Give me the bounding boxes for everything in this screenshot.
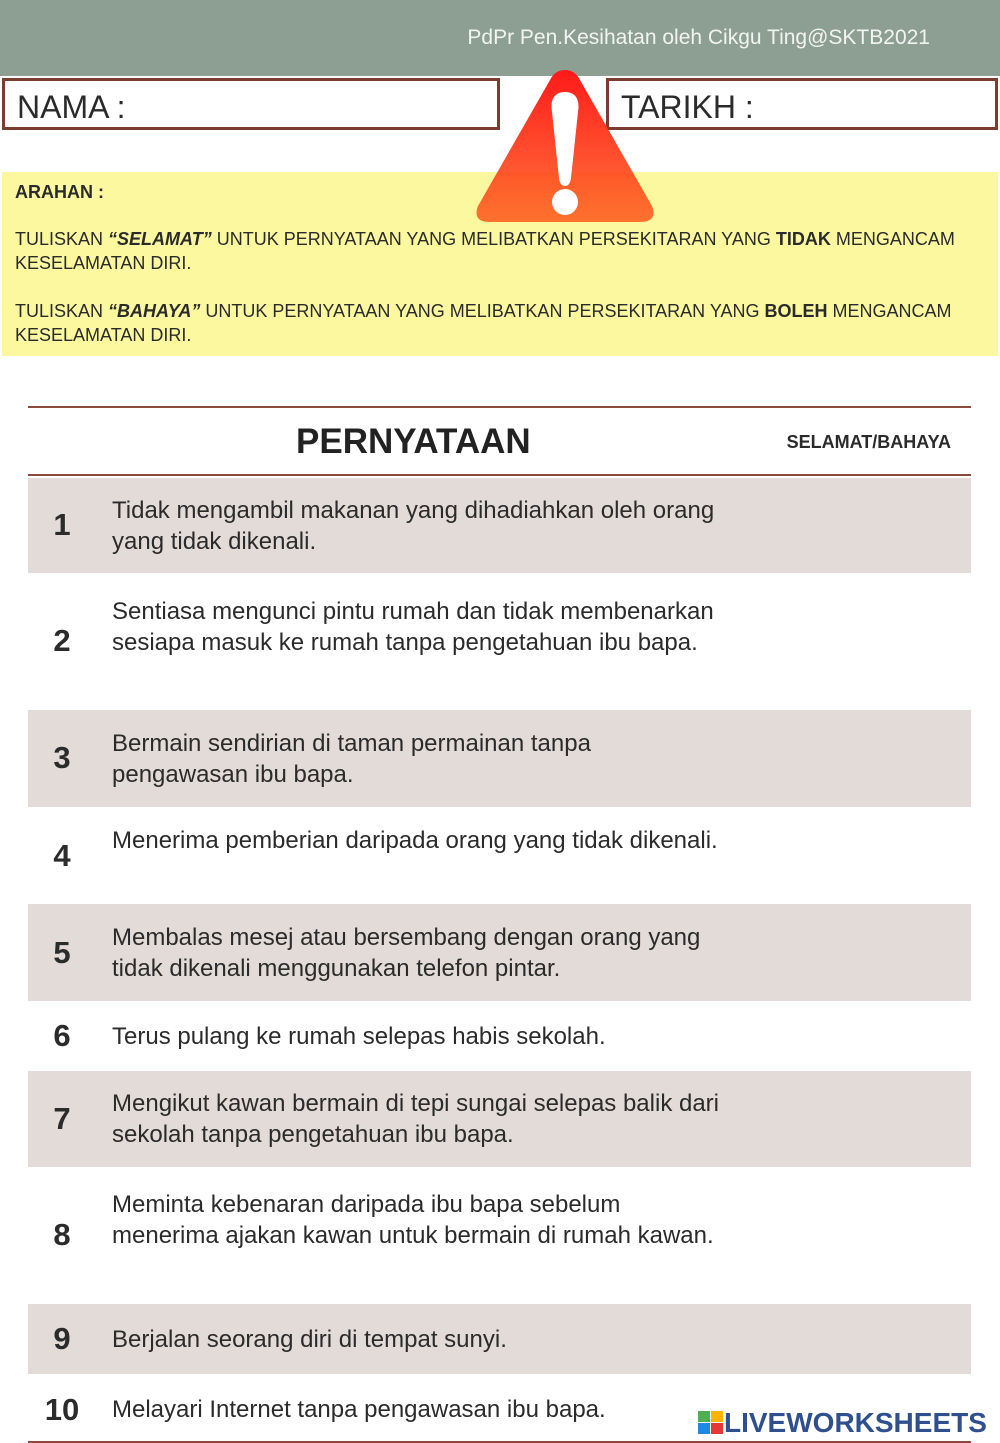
column-header-answer: SELAMAT/BAHAYA bbox=[786, 432, 951, 452]
row-statement: Tidak mengambil makanan yang dihadiahkan oleh orang yang tidak dikenali. bbox=[112, 497, 715, 555]
row-statement: Sentiasa mengunci pintu rumah dan tidak membenarkan sesiapa masuk ke rumah tanpa pengetahuan ibu bapa. bbox=[112, 598, 714, 656]
nama-label: NAMA : bbox=[17, 89, 126, 125]
instruction-bahaya: TULISKAN “BAHAYA” UNTUK PERNYATAAN YANG MELIBATKAN PERSEKITARAN YANG BOLEH MENGANCAM KESELAMATAN DIRI. bbox=[15, 301, 952, 345]
row-statement: Berjalan seorang diri di tempat sunyi. bbox=[112, 1326, 507, 1353]
row-statement: Melayari Internet tanpa pengawasan ibu bapa. bbox=[112, 1396, 606, 1423]
instruction-selamat: TULISKAN “SELAMAT” UNTUK PERNYATAAN YANG MELIBATKAN PERSEKITARAN YANG TIDAK MENGANCAM KESELAMATAN DIRI. bbox=[15, 229, 955, 273]
row-number: 4 bbox=[53, 838, 71, 873]
table-row bbox=[28, 710, 971, 807]
warning-triangle-icon bbox=[472, 66, 658, 228]
liveworksheets-logo-text: LIVEWORKSHEETS bbox=[724, 1407, 987, 1438]
liveworksheets-logo-icon bbox=[698, 1411, 724, 1435]
table-row bbox=[28, 478, 971, 573]
row-statement: Meminta kebenaran daripada ibu bapa sebelum menerima ajakan kawan untuk bermain di rumah kawan. bbox=[112, 1191, 714, 1249]
row-number: 10 bbox=[44, 1392, 80, 1427]
row-number: 3 bbox=[53, 740, 71, 775]
table-row bbox=[28, 1071, 971, 1167]
instructions-title: ARAHAN : bbox=[15, 182, 104, 202]
table-row bbox=[28, 807, 971, 904]
tarikh-label: TARIKH : bbox=[621, 89, 754, 125]
table-row bbox=[28, 1001, 971, 1071]
row-statement: Bermain sendirian di taman permainan tanpa pengawasan ibu bapa. bbox=[112, 730, 591, 788]
column-header-statement: PERNYATAAN bbox=[296, 422, 531, 461]
credit-text: PdPr Pen.Kesihatan oleh Cikgu Ting@SKTB2021 bbox=[467, 26, 930, 49]
row-number: 1 bbox=[53, 507, 71, 542]
table-row bbox=[28, 1167, 971, 1304]
table-header bbox=[28, 406, 971, 476]
row-number: 6 bbox=[53, 1018, 71, 1053]
row-statement: Menerima pemberian daripada orang yang tidak dikenali. bbox=[112, 827, 718, 854]
top-bar bbox=[0, 0, 1000, 76]
table-row bbox=[28, 1304, 971, 1374]
row-statement: Terus pulang ke rumah selepas habis sekolah. bbox=[112, 1023, 606, 1050]
liveworksheets-logo bbox=[698, 1407, 987, 1439]
row-statement: Membalas mesej atau bersembang dengan orang yang tidak dikenali menggunakan telefon pintar. bbox=[112, 924, 701, 982]
row-number: 7 bbox=[53, 1101, 71, 1136]
row-number: 5 bbox=[53, 935, 71, 970]
nama-field[interactable] bbox=[2, 78, 500, 130]
row-number: 2 bbox=[53, 623, 71, 658]
row-statement: Mengikut kawan bermain di tepi sungai selepas balik dari sekolah tanpa pengetahuan ibu bapa. bbox=[112, 1090, 720, 1148]
table-row bbox=[28, 904, 971, 1001]
tarikh-field[interactable] bbox=[606, 78, 998, 130]
table-row bbox=[28, 573, 971, 710]
row-number: 9 bbox=[53, 1321, 71, 1356]
row-number: 8 bbox=[53, 1217, 71, 1252]
